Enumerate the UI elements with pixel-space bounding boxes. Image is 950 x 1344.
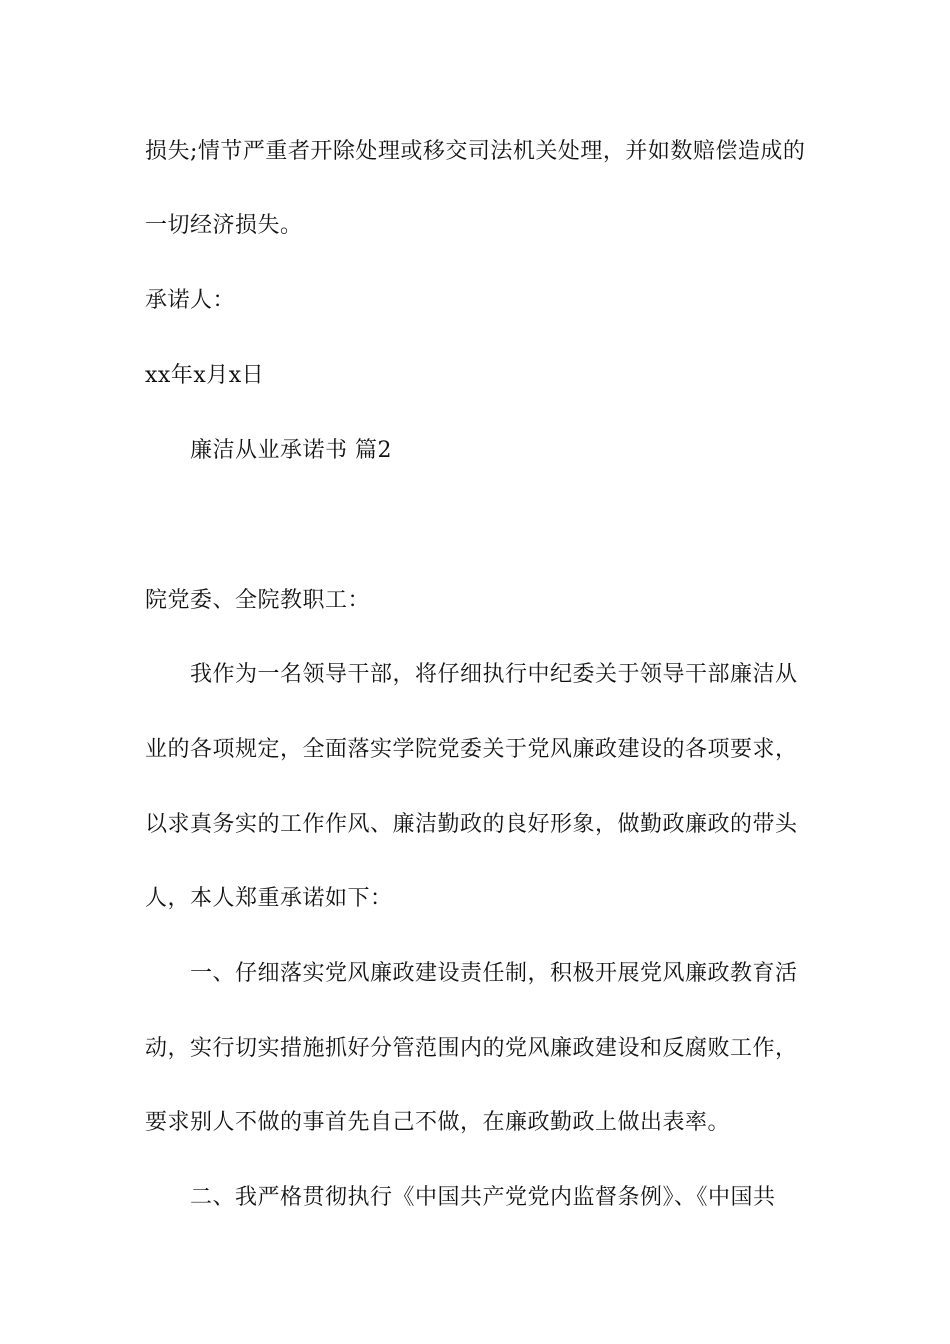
- signatory-label: 承诺人：: [145, 288, 236, 313]
- paragraph-line: 动，实行切实措施抓好分管范围内的党风廉政建设和反腐败工作，: [145, 1036, 798, 1061]
- paragraph-line: 一、仔细落实党风廉政建设责任制，积极开展党风廉政教育活: [190, 961, 798, 986]
- paragraph-line: 二、我严格贯彻执行《中国共产党党内监督条例》、《中国共: [190, 1185, 776, 1210]
- paragraph-line: 损失;情节严重者开除处理或移交司法机关处理，并如数赔偿造成的: [145, 139, 806, 164]
- paragraph-line: 人，本人郑重承诺如下：: [145, 886, 393, 911]
- salutation: 院党委、全院教职工：: [145, 588, 371, 613]
- paragraph-line: 以求真务实的工作作风、廉洁勤政的良好形象，做勤政廉政的带头: [145, 812, 798, 837]
- date-line: xx年x月x日: [145, 363, 265, 388]
- paragraph-line: 一切经济损失。: [145, 213, 303, 238]
- paragraph-line: 我作为一名领导干部，将仔细执行中纪委关于领导干部廉洁从: [190, 662, 798, 687]
- paragraph-line: 要求别人不做的事首先自己不做，在廉政勤政上做出表率。: [145, 1110, 731, 1135]
- section-title: 廉洁从业承诺书 篇2: [190, 438, 392, 463]
- paragraph-line: 业的各项规定，全面落实学院党委关于党风廉政建设的各项要求，: [145, 737, 798, 762]
